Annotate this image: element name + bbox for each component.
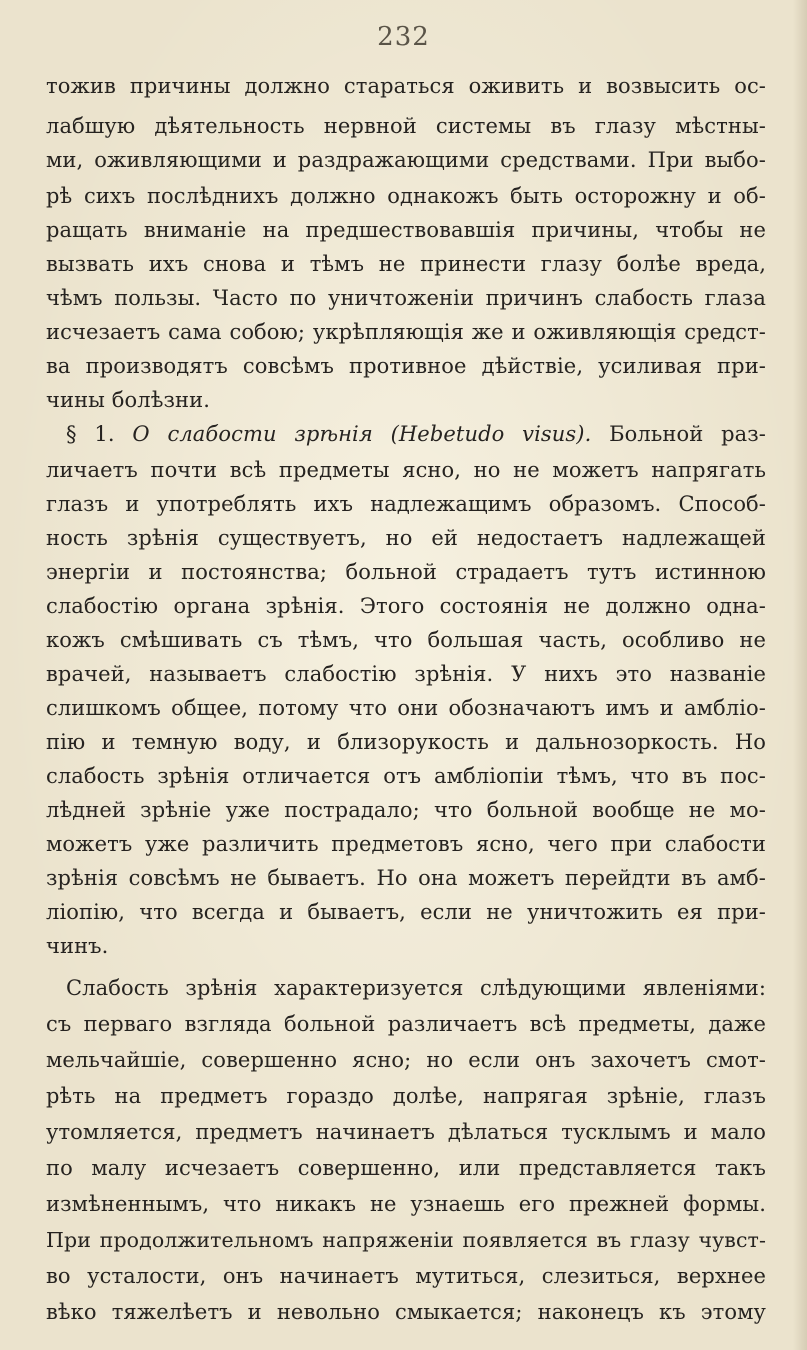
text-line: врачей, называетъ слабостію зрѣнія. У нихъ это названіе: [46, 662, 766, 686]
text-line: пію и темную воду, и близорукость и дальнозоркость. Но: [46, 730, 766, 754]
page-number: 232: [377, 22, 430, 52]
text-line: ліопію, что всегда и бываетъ, если не уничтожить ея при-: [46, 900, 766, 924]
text-line: тожив причины должно стараться оживить и возвысить ос-: [46, 74, 766, 98]
section-first-line-rest: Больной раз-: [609, 422, 767, 446]
text-line: мельчайшіе, совершенно ясно; но если онъ захочетъ смот-: [46, 1048, 766, 1072]
text-line: слишкомъ общее, потому что они обозначаютъ имъ и амбліо-: [46, 696, 766, 720]
text-line: энергіи и постоянства; больной страдаетъ тутъ истинною: [46, 560, 766, 584]
text-line: вѣко тяжелѣетъ и невольно смыкается; наконецъ къ этому: [46, 1300, 766, 1324]
text-line: по малу исчезаетъ совершенно, или представляется такъ: [46, 1156, 766, 1180]
text-line: лабшую дѣятельность нервной системы въ глазу мѣстны-: [46, 114, 766, 138]
text-line: слабостію органа зрѣнія. Этого состоянія не должно одна-: [46, 594, 766, 618]
text-line: чинъ.: [46, 934, 109, 958]
text-line: личаетъ почти всѣ предметы ясно, но не можетъ напрягать: [46, 458, 766, 482]
text-line: чины болѣзни.: [46, 388, 210, 412]
text-line: ращать вниманіе на предшествовавшія причины, чтобы не: [46, 218, 766, 242]
text-line: исчезаетъ сама собою; укрѣпляющія же и оживляющія средст-: [46, 320, 766, 344]
text-line: ва производятъ совсѣмъ противное дѣйствіе, усиливая при-: [46, 354, 766, 378]
section-number: § 1.: [66, 422, 115, 446]
text-line: утомляется, предметъ начинаетъ дѣлаться тусклымъ и мало: [46, 1120, 766, 1144]
text-line: лѣдней зрѣніе уже пострадало; что больной вообще не мо-: [46, 798, 766, 822]
text-line: зрѣнія совсѣмъ не бываетъ. Но она можетъ перейдти въ амб-: [46, 866, 766, 890]
text-line: слабость зрѣнія отличается отъ амбліопіи тѣмъ, что въ пос-: [46, 764, 766, 788]
text-line: съ перваго взгляда больной различаетъ всѣ предметы, даже: [46, 1012, 766, 1036]
text-line: во усталости, онъ начинаетъ мутиться, слезиться, верхнее: [46, 1264, 766, 1288]
text-line: кожъ смѣшивать съ тѣмъ, что большая часть, особливо не: [46, 628, 766, 652]
text-line: можетъ уже различить предметовъ ясно, чего при слабости: [46, 832, 766, 856]
text-line: рѣ сихъ послѣднихъ должно однакожъ быть осторожну и об-: [46, 184, 766, 208]
text-line: глазъ и употреблять ихъ надлежащимъ образомъ. Способ-: [46, 492, 766, 516]
section-heading-line: [66, 414, 766, 454]
text-line: Слабость зрѣнія характеризуется слѣдующими явленіями:: [66, 976, 766, 1000]
text-line: ми, оживляющими и раздражающими средствами. При выбо-: [46, 148, 766, 172]
text-line: ность зрѣнія существуетъ, но ей недостаетъ надлежащей: [46, 526, 766, 550]
text-line: При продолжительномъ напряженіи появляется въ глазу чувст-: [46, 1228, 766, 1252]
text-line: чѣмъ пользы. Часто по уничтоженіи причинъ слабость глаза: [46, 286, 766, 310]
section-title: О слабости зрѣнія (Hebetudo visus).: [132, 422, 592, 446]
text-line: вызвать ихъ снова и тѣмъ не принести глазу болѣе вреда,: [46, 252, 766, 276]
text-line: рѣть на предметъ гораздо долѣе, напрягая зрѣніе, глазъ: [46, 1084, 766, 1108]
text-line: измѣненнымъ, что никакъ не узнаешь его прежней формы.: [46, 1192, 766, 1216]
